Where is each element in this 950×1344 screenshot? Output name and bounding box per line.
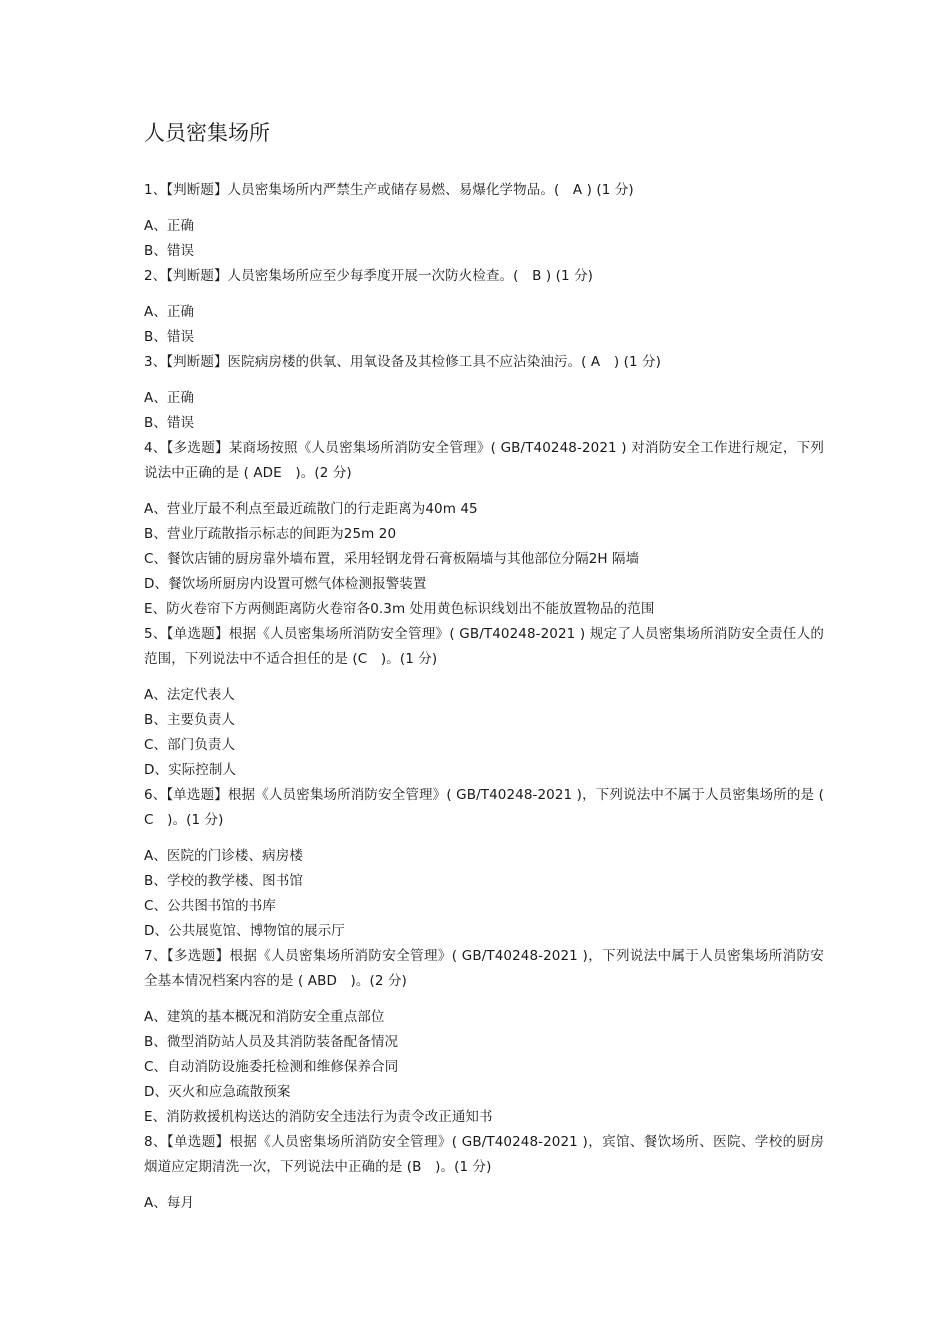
answer-option: D、灭火和应急疏散预案 <box>144 1084 291 1100</box>
option-list <box>144 683 824 783</box>
question-item <box>144 350 824 436</box>
answer-option: B、营业厅疏散指示标志的间距为25m 20 <box>144 526 397 542</box>
answer-option: A、医院的门诊楼、病房楼 <box>144 848 303 864</box>
question-item <box>144 1130 824 1216</box>
answer-option: C、部门负责人 <box>144 737 236 753</box>
question-item <box>144 264 824 350</box>
question-item <box>144 944 824 1130</box>
question-text: 7、【多选题】根据《人员密集场所消防安全管理》( GB/T40248-2021 )，下列说法中属于人员密集场所消防安全基本情况档案内容的是 ( ABD )。(2 分) <box>144 948 824 989</box>
question-item <box>144 178 824 264</box>
answer-option: B、主要负责人 <box>144 712 235 728</box>
option-list <box>144 497 824 622</box>
option-list <box>144 386 824 436</box>
answer-option: B、微型消防站人员及其消防装备配备情况 <box>144 1034 399 1050</box>
answer-option: D、餐饮场所厨房内设置可燃气体检测报警装置 <box>144 576 427 592</box>
option-list <box>144 1005 824 1130</box>
answer-option: A、正确 <box>144 390 195 406</box>
option-list <box>144 844 824 944</box>
option-list <box>144 1191 824 1216</box>
answer-option: E、防火卷帘下方两侧距离防火卷帘各0.3m 处用黄色标识线划出不能放置物品的范围 <box>144 601 655 617</box>
option-list <box>144 214 824 264</box>
question-text: 8、【单选题】根据《人员密集场所消防安全管理》( GB/T40248-2021 )，宾馆、餐饮场所、医院、学校的厨房烟道应定期清洗一次，下列说法中正确的是 (B )。(1 分) <box>144 1134 824 1175</box>
answer-option: A、每月 <box>144 1195 195 1211</box>
question-item <box>144 783 824 944</box>
answer-option: A、法定代表人 <box>144 687 235 703</box>
question-text: 1、【判断题】人员密集场所内严禁生产或储存易燃、易爆化学物品。( A ) (1 分) <box>144 182 634 198</box>
question-text: 4、【多选题】某商场按照《人员密集场所消防安全管理》( GB/T40248-2021 ) 对消防安全工作进行规定，下列说法中正确的是 ( ADE )。(2 分) <box>144 440 824 481</box>
document-title: 人员密集场所 <box>144 121 270 145</box>
question-text: 3、【判断题】医院病房楼的供氧、用氧设备及其检修工具不应沾染油污。( A ) (1 分) <box>144 354 662 370</box>
question-text: 5、【单选题】根据《人员密集场所消防安全管理》( GB/T40248-2021 ) 规定了人员密集场所消防安全责任人的范围，下列说法中不适合担任的是 (C )。(1 分) <box>144 626 824 667</box>
answer-option: B、学校的教学楼、图书馆 <box>144 873 303 889</box>
answer-option: A、正确 <box>144 218 195 234</box>
answer-option: D、实际控制人 <box>144 762 237 778</box>
question-text: 2、【判断题】人员密集场所应至少每季度开展一次防火检查。( B ) (1 分) <box>144 268 594 284</box>
answer-option: A、建筑的基本概况和消防安全重点部位 <box>144 1009 385 1025</box>
answer-option: C、餐饮店铺的厨房靠外墙布置，采用轻钢龙骨石膏板隔墙与其他部位分隔2H 隔墙 <box>144 551 640 567</box>
answer-option: C、自动消防设施委托检测和维修保养合同 <box>144 1059 399 1075</box>
answer-option: E、消防救援机构送达的消防安全违法行为责令改正通知书 <box>144 1109 493 1125</box>
answer-option: A、正确 <box>144 304 195 320</box>
answer-option: B、错误 <box>144 243 195 259</box>
question-item <box>144 436 824 622</box>
answer-option: C、公共图书馆的书库 <box>144 898 276 914</box>
option-list <box>144 300 824 350</box>
question-text: 6、【单选题】根据《人员密集场所消防安全管理》( GB/T40248-2021 )，下列说法中不属于人员密集场所的是 ( C )。(1 分) <box>144 787 824 828</box>
question-list <box>144 178 824 1216</box>
answer-option: B、错误 <box>144 329 195 345</box>
answer-option: A、营业厅最不利点至最近疏散门的行走距离为40m 45 <box>144 501 478 517</box>
question-item <box>144 622 824 783</box>
answer-option: D、公共展览馆、博物馆的展示厅 <box>144 923 345 939</box>
answer-option: B、错误 <box>144 415 195 431</box>
